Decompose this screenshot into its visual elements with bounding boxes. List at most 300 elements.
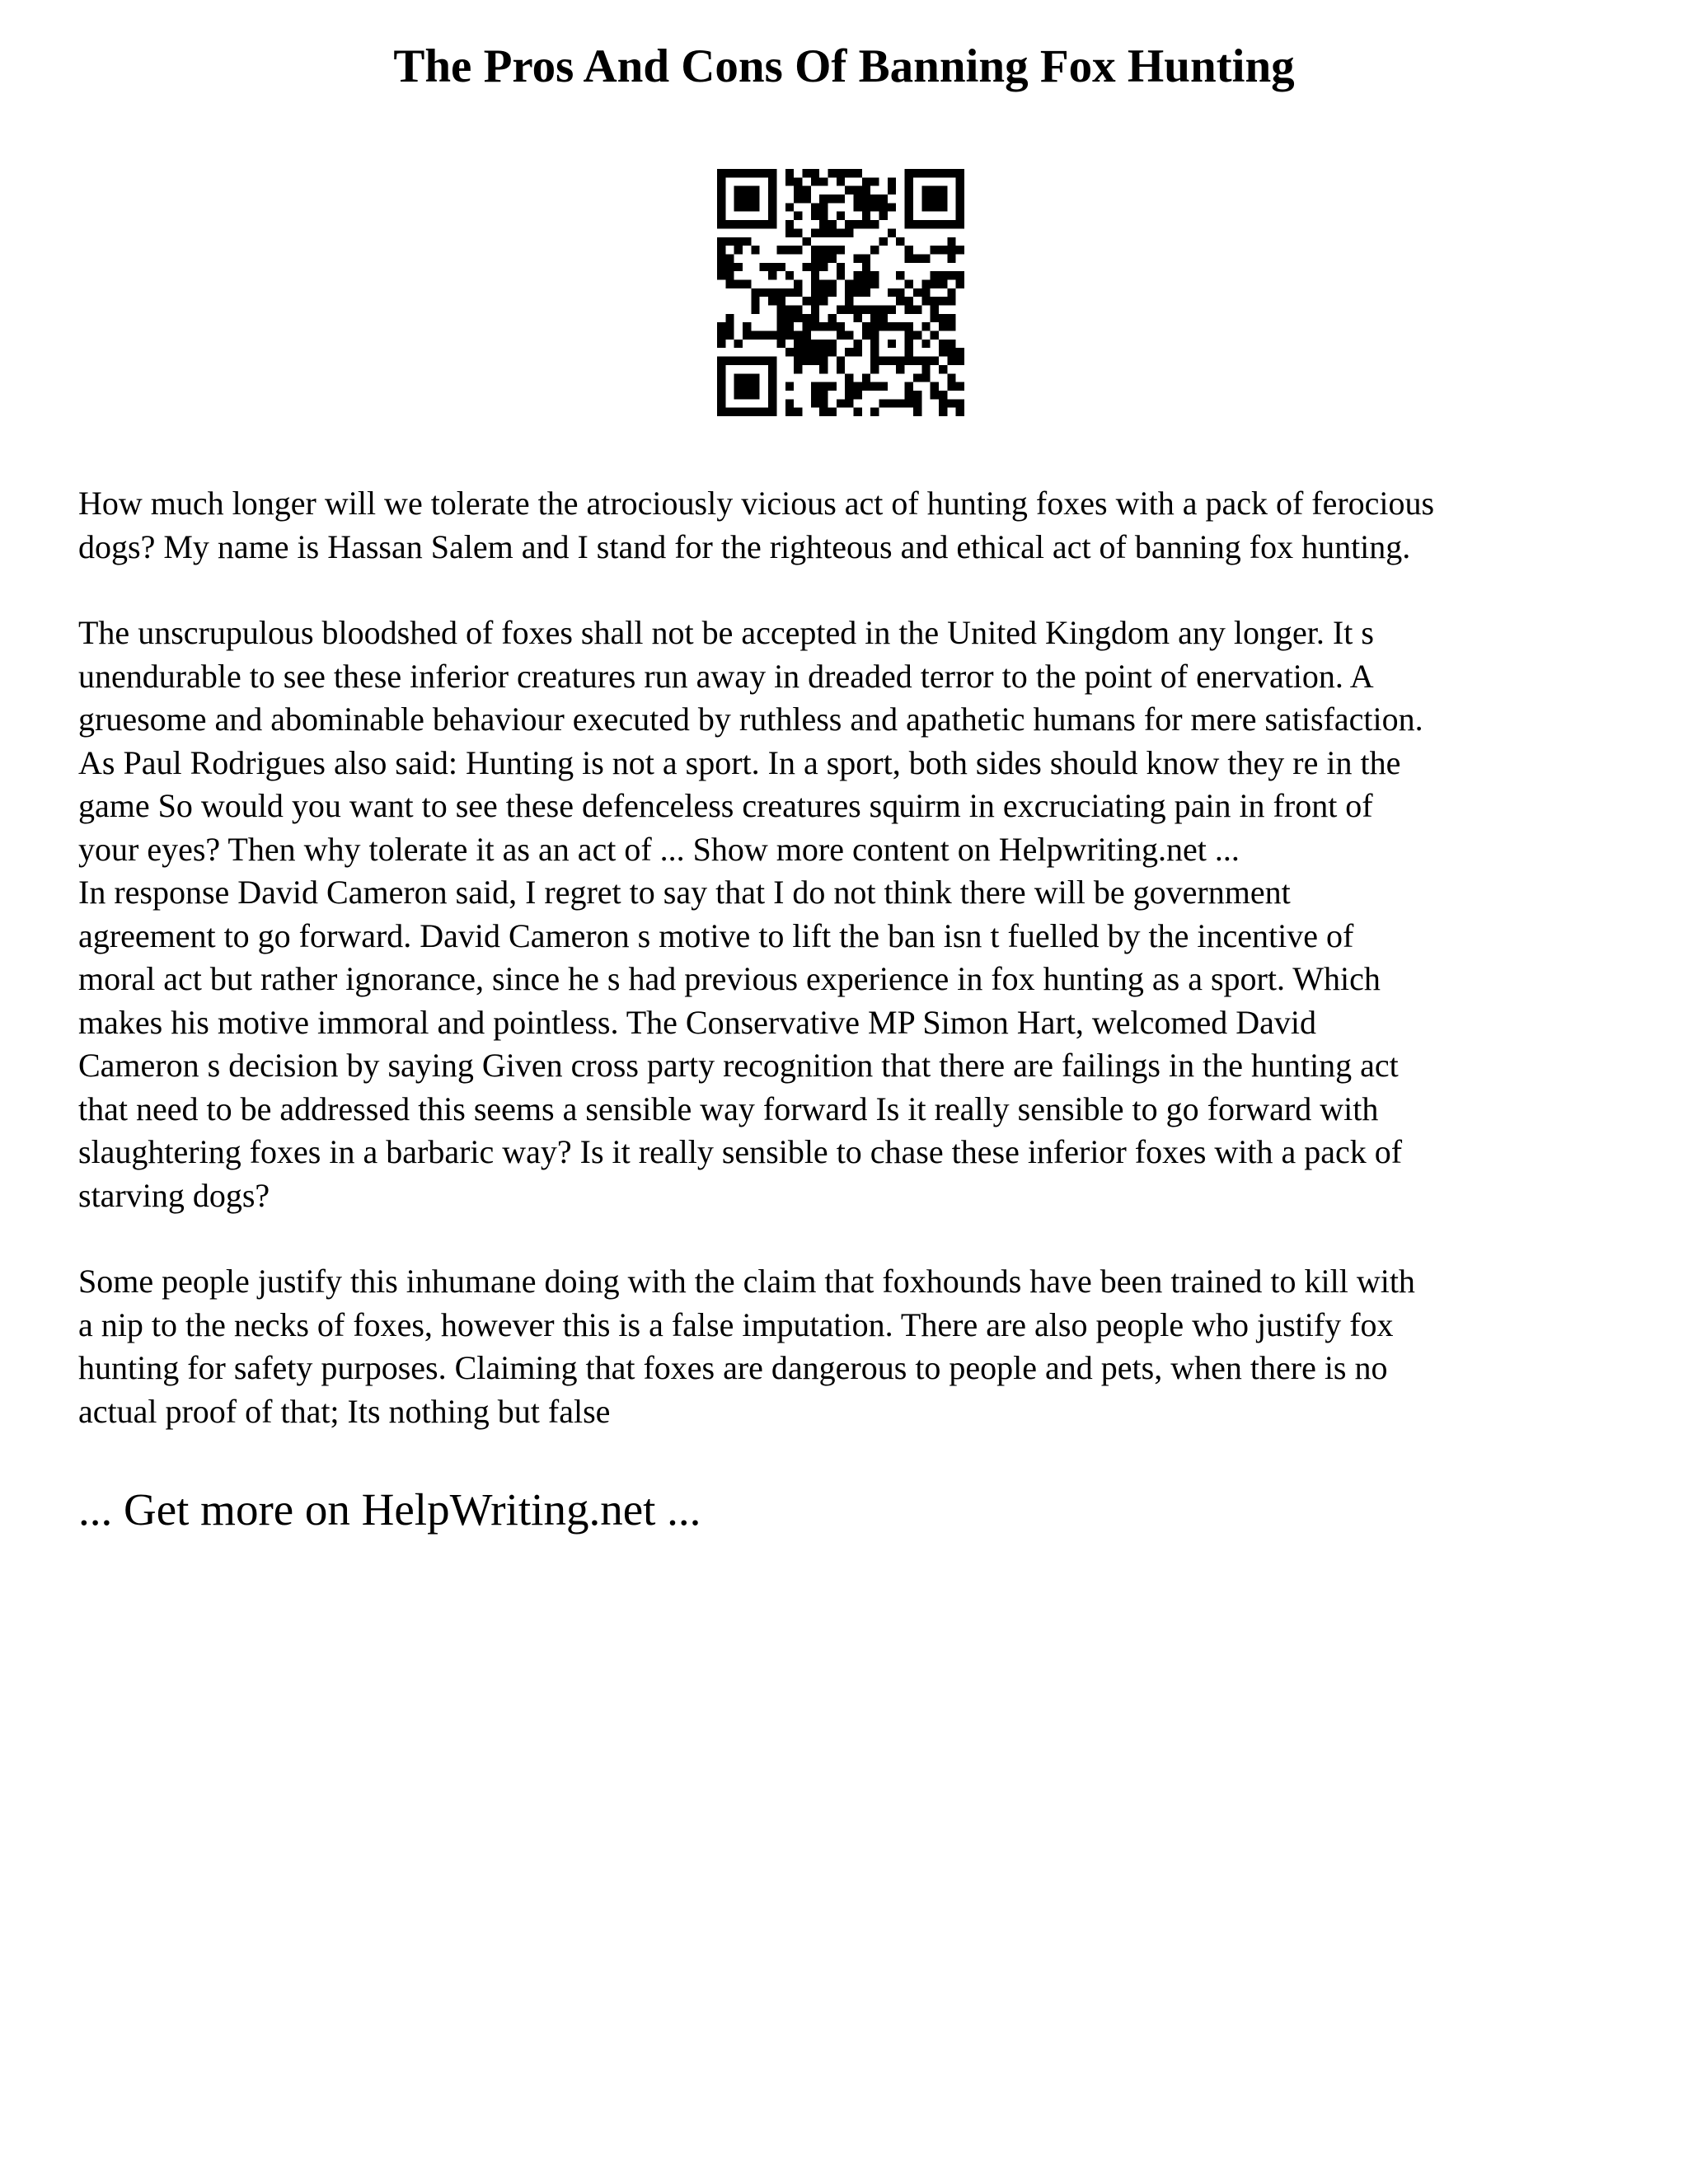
qr-module: [725, 331, 734, 340]
qr-module: [870, 271, 879, 279]
qr-module: [845, 186, 853, 194]
qr-module: [734, 237, 743, 246]
qr-module: [879, 203, 888, 211]
qr-module: [751, 246, 759, 254]
qr-module: [905, 177, 913, 185]
qr-module: [794, 408, 802, 416]
qr-module: [734, 340, 743, 348]
qr-module: [751, 220, 759, 228]
qr-module: [845, 306, 853, 314]
qr-module: [939, 271, 947, 279]
text-line: gruesome and abominable behaviour executed by ruthless and apathetic humans for mere satisfaction.: [78, 701, 1423, 738]
qr-module: [921, 373, 930, 382]
qr-module: [743, 220, 751, 228]
qr-module: [794, 177, 802, 185]
qr-module: [717, 254, 725, 262]
qr-module: [828, 279, 836, 288]
qr-module: [939, 322, 947, 330]
qr-module: [802, 237, 810, 246]
qr-module: [896, 237, 904, 246]
qr-module: [939, 186, 947, 194]
qr-module: [854, 288, 862, 297]
qr-module: [743, 331, 751, 340]
qr-module: [717, 391, 725, 399]
qr-module: [939, 246, 947, 254]
qr-module: [956, 399, 964, 407]
qr-module: [854, 194, 862, 203]
qr-module: [879, 237, 888, 246]
qr-module: [837, 263, 845, 271]
qr-module: [794, 314, 802, 322]
qr-module: [811, 306, 819, 314]
qr-module: [794, 212, 802, 220]
qr-module: [845, 169, 853, 177]
qr-module: [717, 357, 725, 365]
qr-module: [931, 186, 939, 194]
qr-module: [896, 357, 904, 365]
qr-module: [845, 373, 853, 382]
qr-module: [760, 408, 768, 416]
qr-module: [725, 263, 734, 271]
qr-module: [802, 348, 810, 356]
qr-module: [921, 297, 930, 305]
qr-module: [743, 203, 751, 211]
qr-module: [896, 297, 904, 305]
qr-module: [811, 391, 819, 399]
qr-module: [939, 297, 947, 305]
qr-module: [845, 391, 853, 399]
qr-module: [862, 203, 870, 211]
qr-module: [734, 408, 743, 416]
qr-module: [743, 237, 751, 246]
qr-module: [896, 271, 904, 279]
qr-module: [768, 288, 776, 297]
qr-module: [794, 331, 802, 340]
qr-module: [785, 408, 794, 416]
qr-module: [921, 288, 930, 297]
text-line: makes his motive immoral and pointless. The Conservative MP Simon Hart, welcomed David: [78, 1003, 1316, 1041]
qr-module: [931, 194, 939, 203]
qr-module: [819, 322, 828, 330]
qr-module: [931, 306, 939, 314]
qr-module: [862, 288, 870, 297]
qr-module: [837, 331, 845, 340]
qr-module: [768, 186, 776, 194]
qr-module: [837, 169, 845, 177]
qr-module: [802, 297, 810, 305]
qr-module: [717, 331, 725, 340]
qr-module: [794, 306, 802, 314]
qr-module: [819, 246, 828, 254]
qr-module: [888, 203, 896, 211]
qr-module: [751, 357, 759, 365]
qr-module: [854, 314, 862, 322]
qr-module: [956, 194, 964, 203]
qr-module: [751, 186, 759, 194]
qr-module: [837, 357, 845, 365]
qr-module: [870, 220, 879, 228]
qr-module: [921, 169, 930, 177]
qr-module: [743, 408, 751, 416]
qr-module: [913, 306, 921, 314]
qr-module: [717, 220, 725, 228]
qr-module: [931, 331, 939, 340]
qr-module: [956, 357, 964, 365]
qr-module: [811, 169, 819, 177]
qr-module: [717, 263, 725, 271]
qr-module: [819, 288, 828, 297]
qr-module: [819, 203, 828, 211]
text-line: that need to be addressed this seems a sensible way forward Is it really sensible to go forward with: [78, 1090, 1379, 1127]
qr-module: [811, 271, 819, 279]
text-line: As Paul Rodrigues also said: Hunting is not a sport. In a sport, both sides should know they re in the: [78, 743, 1401, 781]
qr-module: [905, 340, 913, 348]
qr-module: [947, 237, 955, 246]
qr-module: [785, 314, 794, 322]
qr-module: [921, 194, 930, 203]
qr-module: [931, 220, 939, 228]
get-more-link[interactable]: ... Get more on HelpWriting.net ...: [78, 1484, 701, 1535]
qr-module: [785, 271, 794, 279]
qr-module: [870, 279, 879, 288]
qr-module: [794, 246, 802, 254]
qr-module: [785, 331, 794, 340]
text-line: your eyes? Then why tolerate it as an act of ... Show more content on Helpwriting.net ...: [78, 830, 1240, 868]
qr-module: [870, 365, 879, 373]
qr-module: [845, 399, 853, 407]
qr-module: [819, 194, 828, 203]
qr-module: [768, 177, 776, 185]
qr-module: [725, 314, 734, 322]
paragraph: [78, 482, 1628, 569]
qr-module: [819, 228, 828, 237]
qr-module: [845, 288, 853, 297]
qr-module: [947, 297, 955, 305]
qr-module: [768, 271, 776, 279]
qr-module: [828, 228, 836, 237]
qr-module: [913, 220, 921, 228]
qr-module: [913, 408, 921, 416]
qr-module: [854, 279, 862, 288]
qr-module: [768, 297, 776, 305]
qr-module: [905, 169, 913, 177]
qr-module: [751, 391, 759, 399]
qr-module: [811, 279, 819, 288]
qr-module: [921, 365, 930, 373]
qr-module: [947, 373, 955, 382]
qr-module: [862, 322, 870, 330]
qr-module: [862, 186, 870, 194]
qr-module: [819, 212, 828, 220]
qr-module: [939, 408, 947, 416]
text-line: starving dogs?: [78, 1176, 270, 1214]
qr-module: [717, 237, 725, 246]
qr-module: [794, 186, 802, 194]
qr-module: [768, 194, 776, 203]
qr-module: [760, 331, 768, 340]
qr-module: [854, 348, 862, 356]
qr-module: [768, 382, 776, 391]
qr-module: [819, 382, 828, 391]
qr-module: [854, 391, 862, 399]
qr-module: [905, 186, 913, 194]
qr-module: [947, 382, 955, 391]
qr-module: [734, 382, 743, 391]
qr-module: [751, 408, 759, 416]
qr-module: [828, 254, 836, 262]
qr-module: [785, 228, 794, 237]
qr-module: [905, 399, 913, 407]
qr-module: [905, 246, 913, 254]
qr-module: [870, 340, 879, 348]
qr-module: [768, 357, 776, 365]
qr-module: [725, 357, 734, 365]
qr-module: [956, 279, 964, 288]
qr-module: [828, 246, 836, 254]
qr-module: [837, 212, 845, 220]
qr-module: [862, 279, 870, 288]
qr-module: [717, 373, 725, 382]
qr-module: [854, 203, 862, 211]
qr-module: [896, 322, 904, 330]
qr-module: [768, 212, 776, 220]
qr-module: [717, 399, 725, 407]
qr-module: [751, 306, 759, 314]
qr-module: [819, 263, 828, 271]
qr-module: [776, 340, 785, 348]
qr-module: [947, 288, 955, 297]
qr-module: [862, 194, 870, 203]
qr-module: [785, 177, 794, 185]
qr-module: [743, 382, 751, 391]
qr-module: [837, 365, 845, 373]
qr-module: [828, 314, 836, 322]
qr-module: [905, 382, 913, 391]
qr-module: [717, 212, 725, 220]
qr-module: [888, 288, 896, 297]
qr-module: [854, 169, 862, 177]
qr-module: [725, 220, 734, 228]
qr-module: [947, 322, 955, 330]
qr-module: [939, 220, 947, 228]
qr-module: [751, 373, 759, 382]
qr-module: [717, 203, 725, 211]
qr-module: [785, 306, 794, 314]
qr-module: [862, 306, 870, 314]
qr-module: [802, 263, 810, 271]
qr-module: [802, 331, 810, 340]
qr-module: [862, 331, 870, 340]
qr-module: [785, 322, 794, 330]
qr-module: [870, 357, 879, 365]
qr-module: [734, 279, 743, 288]
qr-module: [717, 322, 725, 330]
qr-module: [717, 177, 725, 185]
qr-module: [905, 348, 913, 356]
qr-module: [854, 408, 862, 416]
qr-module: [947, 357, 955, 365]
qr-module: [785, 348, 794, 356]
qr-module: [913, 373, 921, 382]
qr-module: [888, 186, 896, 194]
qr-module: [725, 254, 734, 262]
qr-module: [794, 340, 802, 348]
qr-module: [802, 314, 810, 322]
qr-module: [956, 220, 964, 228]
qr-module: [939, 348, 947, 356]
qr-module: [947, 314, 955, 322]
qr-module: [811, 263, 819, 271]
qr-module: [768, 169, 776, 177]
qr-module: [837, 228, 845, 237]
qr-module: [845, 228, 853, 237]
qr-module: [870, 314, 879, 322]
qr-module: [717, 408, 725, 416]
qr-module: [776, 314, 785, 322]
qr-module: [785, 220, 794, 228]
qr-module: [811, 399, 819, 407]
text-line: agreement to go forward. David Cameron s motive to lift the ban isn t fuelled by the incentive of: [78, 916, 1354, 954]
qr-module: [743, 322, 751, 330]
qr-module: [845, 331, 853, 340]
qr-module: [743, 391, 751, 399]
qr-module: [819, 279, 828, 288]
qr-module: [828, 194, 836, 203]
qr-module: [931, 391, 939, 399]
qr-module: [837, 177, 845, 185]
qr-module: [785, 246, 794, 254]
qr-module: [956, 408, 964, 416]
qr-module: [725, 408, 734, 416]
qr-module: [819, 365, 828, 373]
qr-module: [768, 203, 776, 211]
qr-module: [743, 169, 751, 177]
qr-module: [879, 382, 888, 391]
qr-module: [717, 186, 725, 194]
qr-module: [725, 279, 734, 288]
qr-module: [956, 169, 964, 177]
paragraph: [78, 1260, 1628, 1433]
qr-module: [743, 194, 751, 203]
qr-module: [819, 357, 828, 365]
qr-module: [939, 169, 947, 177]
qr-module: [888, 228, 896, 237]
qr-module: [862, 271, 870, 279]
qr-module: [896, 365, 904, 373]
qr-module: [734, 246, 743, 254]
qr-module: [870, 322, 879, 330]
qr-module: [854, 186, 862, 194]
qr-module: [794, 288, 802, 297]
qr-module: [931, 271, 939, 279]
qr-module: [794, 357, 802, 365]
qr-module: [905, 306, 913, 314]
qr-module: [768, 331, 776, 340]
text-line: Cameron s decision by saying Given cross party recognition that there are failings in the hunting act: [78, 1047, 1399, 1084]
qr-module: [811, 203, 819, 211]
qr-module: [819, 297, 828, 305]
qr-module: [905, 212, 913, 220]
qr-module: [879, 306, 888, 314]
qr-module: [939, 391, 947, 399]
qr-module: [785, 382, 794, 391]
qr-module: [828, 340, 836, 348]
qr-module: [794, 279, 802, 288]
qr-module: [931, 246, 939, 254]
qr-module: [905, 297, 913, 305]
qr-module: [785, 399, 794, 407]
qr-module: [811, 340, 819, 348]
qr-module: [819, 340, 828, 348]
qr-module: [947, 340, 955, 348]
qr-module: [862, 373, 870, 382]
text-line: How much longer will we tolerate the atrociously vicious act of hunting foxes with a pack of ferocious: [78, 485, 1435, 522]
qr-module: [776, 246, 785, 254]
qr-module: [905, 194, 913, 203]
qr-module: [811, 212, 819, 220]
qr-module: [905, 254, 913, 262]
qr-module: [717, 169, 725, 177]
qr-module: [734, 220, 743, 228]
qr-module: [913, 169, 921, 177]
qr-module: [717, 271, 725, 279]
qr-module: [717, 382, 725, 391]
text-line: unendurable to see these inferior creatures run away in dreaded terror to the point of enervation. A: [78, 657, 1374, 695]
qr-module: [837, 306, 845, 314]
qr-module: [956, 203, 964, 211]
qr-module: [854, 220, 862, 228]
qr-module: [828, 382, 836, 391]
qr-module: [956, 177, 964, 185]
qr-module: [870, 348, 879, 356]
qr-module: [828, 322, 836, 330]
qr-module: [743, 279, 751, 288]
qr-module: [819, 408, 828, 416]
qr-module: [913, 357, 921, 365]
paragraph: [78, 612, 1628, 1217]
qr-module: [845, 348, 853, 356]
qr-module: [811, 322, 819, 330]
text-line: The unscrupulous bloodshed of foxes shall not be accepted in the United Kingdom any longer. It s: [78, 614, 1374, 651]
qr-module: [717, 340, 725, 348]
qr-module: [776, 331, 785, 340]
qr-module: [734, 357, 743, 365]
qr-module: [751, 169, 759, 177]
qr-module: [717, 365, 725, 373]
qr-module: [828, 408, 836, 416]
qr-module: [913, 288, 921, 297]
qr-module: [870, 203, 879, 211]
qr-module: [862, 263, 870, 271]
qr-module: [921, 254, 930, 262]
qr-module: [751, 203, 759, 211]
qr-module: [947, 348, 955, 356]
qr-module: [939, 340, 947, 348]
qr-module: [768, 373, 776, 382]
qr-module: [837, 194, 845, 203]
qr-module: [828, 169, 836, 177]
qr-module: [947, 399, 955, 407]
qr-module: [931, 357, 939, 365]
qr-module: [837, 322, 845, 330]
text-line: hunting for safety purposes. Claiming that foxes are dangerous to people and pets, when there is no: [78, 1349, 1388, 1386]
qr-module: [854, 254, 862, 262]
text-line: game So would you want to see these defenceless creatures squirm in excruciating pain in front of: [78, 787, 1373, 824]
qr-module: [751, 288, 759, 297]
qr-module: [751, 297, 759, 305]
qr-module: [725, 237, 734, 246]
qr-module: [870, 408, 879, 416]
